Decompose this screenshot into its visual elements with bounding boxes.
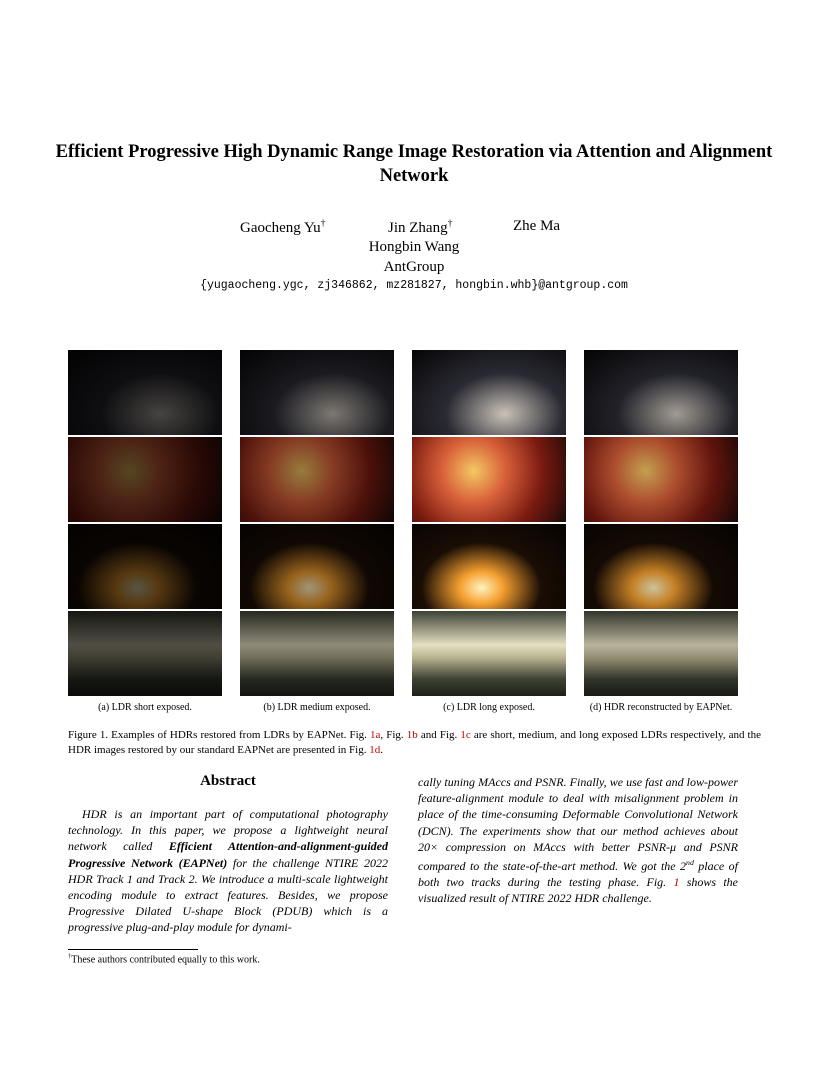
figure-ref-link[interactable]: 1: [673, 875, 680, 890]
abstract-text-left: [68, 806, 388, 936]
method-name: Efficient Attention-and-alignment-guided Progressive Network (EAPNet): [68, 839, 388, 870]
author-1: [240, 218, 326, 237]
figure-ref-link[interactable]: 1b: [406, 729, 418, 741]
author-emails: {yugaocheng.ygc, zj346862, mz281827, hongbin.whb}@antgroup.com: [200, 279, 628, 292]
figure-image-bonfire-c: [412, 524, 566, 609]
abstract-text: HDR is an important part of computational photography technology. In this paper, we propose a lightweight neural network called: [68, 807, 388, 854]
caption-text: , Fig.: [380, 729, 407, 741]
figure-ref-link[interactable]: 1c: [460, 729, 471, 741]
figure-image-dinner-b: [240, 350, 394, 435]
abstract-text: place of both two tracks during the testing phase. Fig.: [418, 859, 738, 890]
abstract-heading: Abstract: [200, 773, 256, 789]
author-3: Zhe Ma: [513, 218, 561, 234]
subcaption-b: (b) LDR medium exposed.: [263, 702, 371, 713]
caption-text: and Fig.: [417, 729, 461, 741]
figure-image-circus-c: [412, 437, 566, 522]
footnote-text: These authors contributed equally to this work.: [71, 954, 260, 966]
figure-image-lake-a: [68, 611, 222, 696]
caption-text: Figure 1. Examples of HDRs restored from LDRs by EAPNet. Fig.: [68, 729, 371, 741]
figure-column-a: [68, 350, 222, 698]
author-name: Jin Zhang: [388, 220, 448, 236]
affiliation: AntGroup: [383, 259, 445, 275]
subcaption-c: (c) LDR long exposed.: [443, 702, 535, 713]
author-mark: †: [447, 218, 453, 229]
paper-title: Efficient Progressive High Dynamic Range Image Restoration via Attention and Alignment Network: [55, 142, 773, 186]
author-mark: †: [320, 218, 326, 229]
figure-image-dinner-a: [68, 350, 222, 435]
abstract-text: shows the visualized result of NTIRE 2022 HDR challenge.: [418, 875, 738, 906]
figure-image-lake-c: [412, 611, 566, 696]
figure-image-dinner-c: [412, 350, 566, 435]
figure-caption: [68, 728, 761, 758]
figure-column-c: [412, 350, 566, 698]
caption-text: .: [380, 744, 383, 756]
figure-image-circus-d: [584, 437, 738, 522]
figure-column-b: [240, 350, 394, 698]
figure-image-bonfire-a: [68, 524, 222, 609]
figure-column-d: [584, 350, 738, 698]
figure-ref-link[interactable]: 1d: [369, 744, 381, 756]
figure-image-lake-b: [240, 611, 394, 696]
author-2: [388, 218, 452, 237]
abstract-text: for the challenge NTIRE 2022 HDR Track 1 and Track 2. We introduce a multi-scale lightweight encoding module to extract features. Besides, we propose Progressive Dilated U-shape Block (PDUB) which is a progressive plug-and-play module for dynami-: [68, 855, 388, 935]
abstract-text: nd: [686, 858, 694, 868]
figure-image-bonfire-b: [240, 524, 394, 609]
figure-image-bonfire-d: [584, 524, 738, 609]
figure-image-circus-a: [68, 437, 222, 522]
figure-ref-link[interactable]: 1a: [370, 729, 381, 741]
subcaption-d: (d) HDR reconstructed by EAPNet.: [589, 702, 733, 713]
abstract-text: cally tuning MAccs and PSNR. Finally, we use fast and low-power feature-alignment module to deal with misalignment problem in place of the time-consuming Deformable Convolutional Network (DCN). The experiments show that our method achieves about 20× compression on MAccs with better PSNR-μ and PSNR compared to the state-of-the-art method. We got the 2: [418, 775, 738, 874]
footnote-mark: †: [68, 953, 72, 960]
figure-image-dinner-d: [584, 350, 738, 435]
figure-image-lake-d: [584, 611, 738, 696]
figure-image-circus-b: [240, 437, 394, 522]
subcaption-a: (a) LDR short exposed.: [98, 702, 192, 713]
caption-text: are short, medium, and long exposed LDRs respectively, and the HDR images restored by our standard EAPNet are presented in Fig.: [68, 729, 761, 756]
footnote-rule: [68, 949, 198, 950]
author-name: Gaocheng Yu: [240, 220, 321, 236]
author-4: Hongbin Wang: [368, 239, 460, 255]
footnote: [68, 953, 398, 965]
abstract-text-right: [418, 774, 738, 907]
